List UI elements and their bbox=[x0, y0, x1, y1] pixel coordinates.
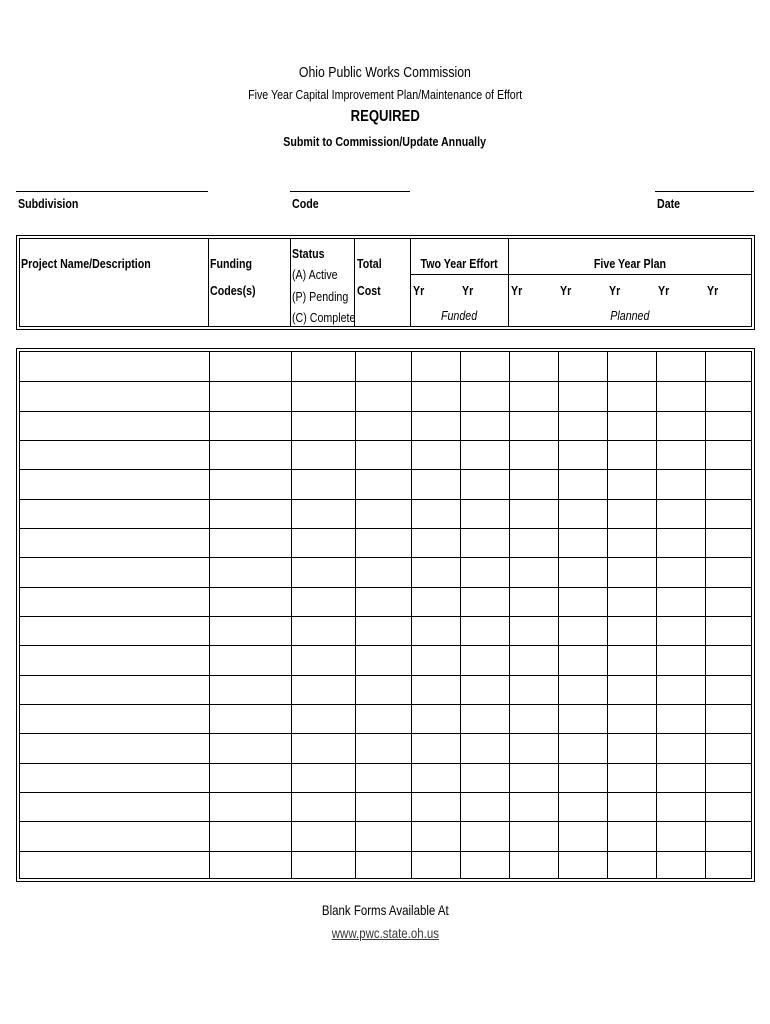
col-project-header: Project Name/Description bbox=[21, 256, 151, 271]
body-column-divider bbox=[291, 352, 292, 878]
col-status-header: Status bbox=[292, 246, 325, 261]
footer-text: Blank Forms Available At bbox=[321, 902, 449, 918]
body-column-divider bbox=[509, 352, 510, 878]
yr-label: Yr bbox=[658, 283, 670, 298]
body-row-divider bbox=[20, 469, 751, 470]
yr-label: Yr bbox=[609, 283, 621, 298]
header-divider bbox=[208, 238, 209, 327]
code-label: Code bbox=[292, 196, 319, 211]
five-year-plan-header: Five Year Plan bbox=[593, 256, 667, 271]
body-row-divider bbox=[20, 587, 751, 588]
yr-label: Yr bbox=[413, 283, 425, 298]
body-row-divider bbox=[20, 616, 751, 617]
body-row-divider bbox=[20, 704, 751, 705]
body-column-divider bbox=[558, 352, 559, 878]
yr-label: Yr bbox=[511, 283, 523, 298]
body-row-divider bbox=[20, 557, 751, 558]
status-complete: (C) Complete bbox=[292, 310, 356, 325]
header-subdivider bbox=[410, 274, 752, 275]
header-divider bbox=[290, 238, 291, 327]
form-subtitle: Five Year Capital Improvement Plan/Maintenance of Effort bbox=[247, 87, 523, 102]
body-row-divider bbox=[20, 821, 751, 822]
body-column-divider bbox=[656, 352, 657, 878]
yr-label: Yr bbox=[560, 283, 572, 298]
body-row-divider bbox=[20, 733, 751, 734]
body-column-divider bbox=[460, 352, 461, 878]
body-column-divider bbox=[209, 352, 210, 878]
form-title: Ohio Public Works Commission bbox=[298, 64, 472, 81]
footer-link[interactable]: www.pwc.state.oh.us bbox=[331, 925, 439, 941]
date-line[interactable] bbox=[655, 191, 754, 192]
body-row-divider bbox=[20, 499, 751, 500]
funded-label: Funded bbox=[440, 308, 478, 323]
date-label: Date bbox=[657, 196, 681, 211]
body-row-divider bbox=[20, 763, 751, 764]
body-column-divider bbox=[607, 352, 608, 878]
body-row-divider bbox=[20, 440, 751, 441]
col-funding-header: Funding bbox=[210, 256, 253, 271]
subdivision-line[interactable] bbox=[16, 191, 208, 192]
body-row-divider bbox=[20, 851, 751, 852]
col-funding-header-2: Codes(s) bbox=[210, 283, 256, 298]
submit-instruction: Submit to Commission/Update Annually bbox=[283, 134, 487, 149]
body-column-divider bbox=[411, 352, 412, 878]
status-active: (A) Active bbox=[292, 267, 338, 282]
body-row-divider bbox=[20, 381, 751, 382]
body-table-grid bbox=[19, 351, 752, 879]
body-row-divider bbox=[20, 645, 751, 646]
subdivision-label: Subdivision bbox=[18, 196, 79, 211]
body-row-divider bbox=[20, 528, 751, 529]
planned-label: Planned bbox=[610, 308, 650, 323]
body-row-divider bbox=[20, 675, 751, 676]
yr-label: Yr bbox=[462, 283, 474, 298]
body-row-divider bbox=[20, 792, 751, 793]
col-total-header: Total bbox=[357, 256, 382, 271]
col-cost-header: Cost bbox=[357, 283, 381, 298]
required-label: REQUIRED bbox=[350, 108, 420, 125]
body-column-divider bbox=[355, 352, 356, 878]
yr-label: Yr bbox=[707, 283, 719, 298]
body-row-divider bbox=[20, 411, 751, 412]
two-year-effort-header: Two Year Effort bbox=[420, 256, 498, 271]
code-line[interactable] bbox=[290, 191, 410, 192]
body-column-divider bbox=[705, 352, 706, 878]
status-pending: (P) Pending bbox=[292, 289, 349, 304]
